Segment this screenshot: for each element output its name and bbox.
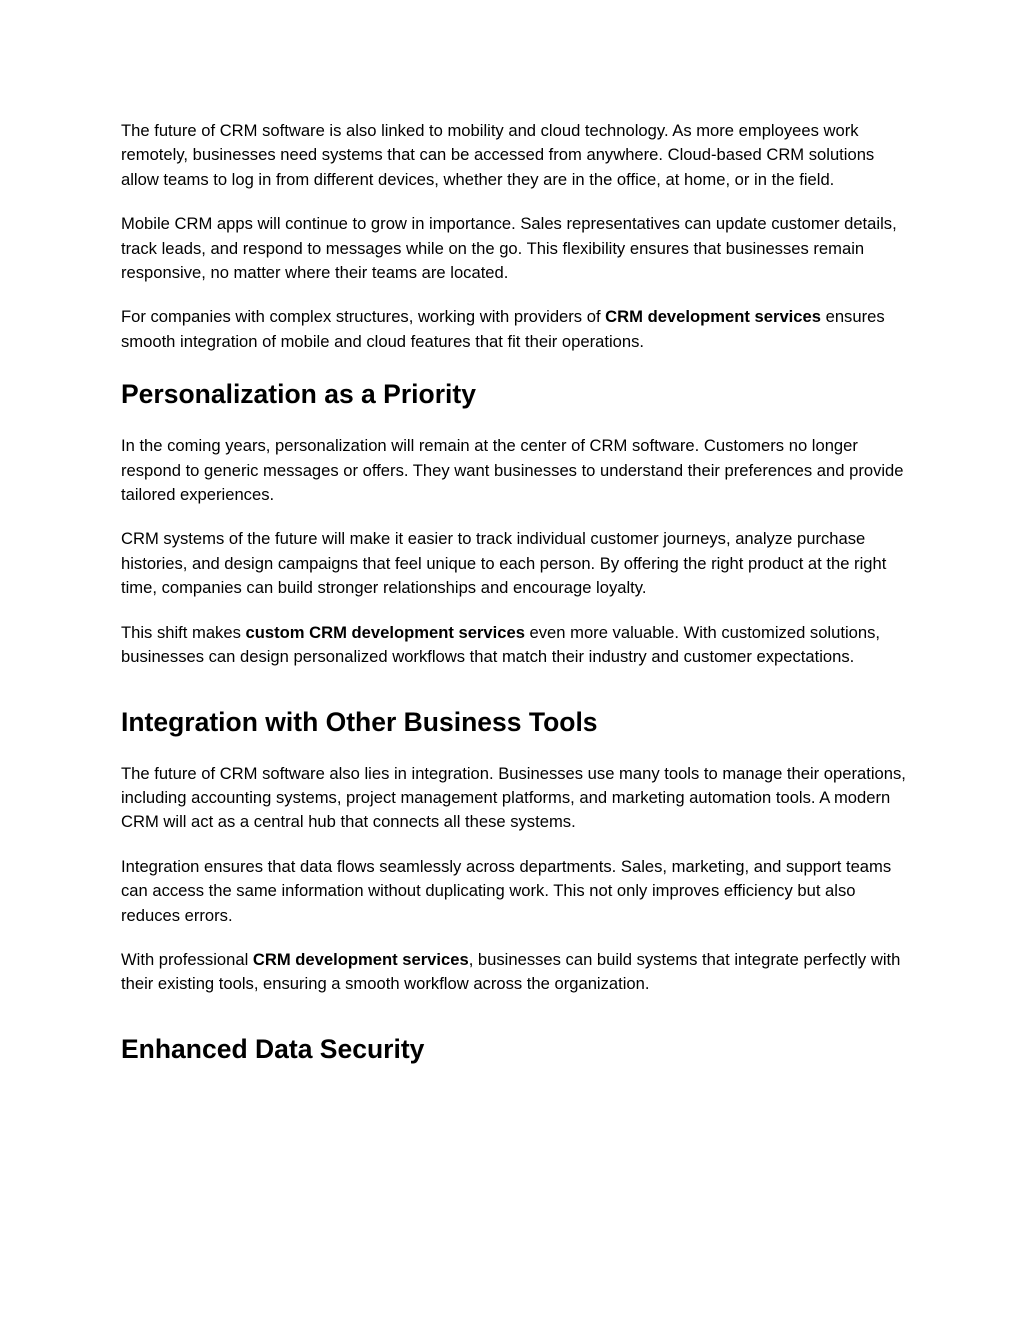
paragraph bbox=[121, 305, 911, 354]
paragraph bbox=[121, 621, 911, 670]
bold-text: CRM development services bbox=[605, 307, 821, 327]
text: With professional bbox=[121, 949, 253, 969]
text: , businesses can build systems that integrate perfectly with their existing tools, ensuring a smooth workflow across the organization. bbox=[121, 949, 901, 994]
paragraph: The future of CRM software is also linked to mobility and cloud technology. As more employees work remotely, businesses need systems that can be accessed from anywhere. Cloud-based CRM solutions allow teams to log in from different devices, whether they are in the office, at home, or in the field. bbox=[121, 121, 875, 189]
bold-text: CRM development services bbox=[252, 949, 469, 969]
text: even more valuable. With customized solutions, businesses can design personalized workflows that match their industry and customer expectations. bbox=[121, 622, 881, 667]
text: For companies with complex structures, working with providers of bbox=[121, 307, 606, 327]
text: This shift makes bbox=[121, 622, 246, 642]
paragraph: CRM systems of the future will make it easier to track individual customer journeys, analyze purchase histories, and design campaigns that feel unique to each person. By offering the right product at the right time, companies can build stronger relationships and encourage loyalty. bbox=[121, 529, 887, 598]
paragraph bbox=[121, 948, 911, 997]
paragraph: The future of CRM software also lies in integration. Businesses use many tools to manage their operations, including accounting systems, project management platforms, and marketing automation tools. A modern CRM will act as a central hub that connects all these systems. bbox=[121, 763, 906, 832]
paragraph: Integration ensures that data flows seamlessly across departments. Sales, marketing, and support teams can access the same information without duplicating work. This not only improves efficiency but also reduces errors. bbox=[121, 856, 892, 925]
text: ensures smooth integration of mobile and cloud features that fit their operations. bbox=[121, 307, 885, 351]
section-heading: Personalization as a Priority bbox=[121, 379, 476, 410]
paragraph: Mobile CRM apps will continue to grow in importance. Sales representatives can update customer details, track leads, and respond to messages while on the go. This flexibility ensures that businesses remain responsive, no matter where their teams are located. bbox=[121, 214, 897, 283]
section-heading: Enhanced Data Security bbox=[121, 1033, 425, 1064]
bold-text: custom CRM development services bbox=[245, 622, 525, 642]
section-heading: Integration with Other Business Tools bbox=[121, 706, 598, 737]
paragraph: In the coming years, personalization will remain at the center of CRM software. Customers no longer respond to generic messages or offers. They want businesses to understand their preferences and provide tailored experiences. bbox=[121, 436, 904, 505]
document-body bbox=[121, 119, 911, 1065]
